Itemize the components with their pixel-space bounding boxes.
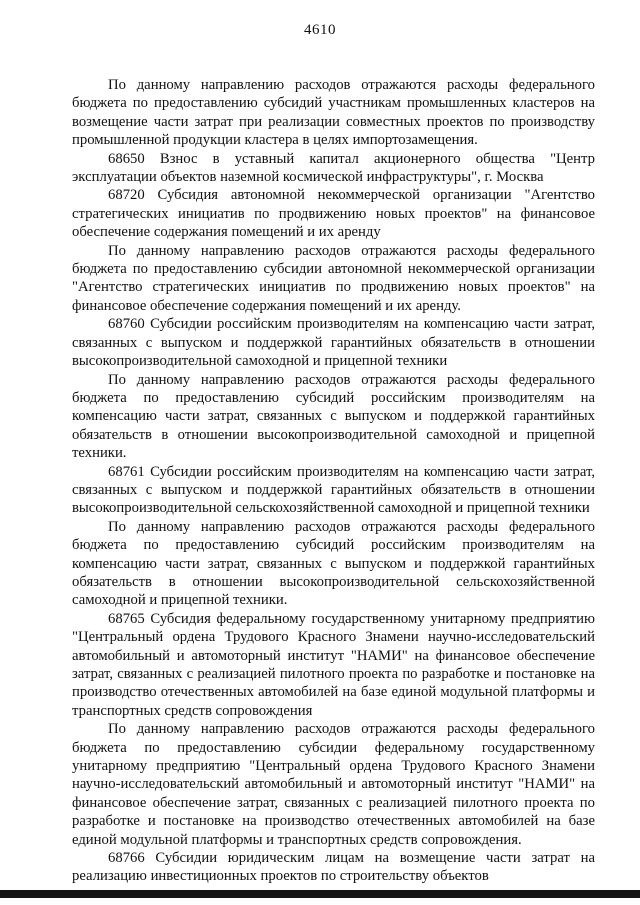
paragraph-11: 68766 Субсидии юридическим лицам на возмещение части затрат на реализацию инвестиционных проектов по строительству объектов: [72, 850, 595, 885]
paragraph-10: По данному направлению расходов отражаются расходы федерального бюджета по предоставлению субсидии федеральному государственному унитарному предприятию "Центральный ордена Трудового Красного Знамени научно-исследовательский автомобильный и автомоторный институт "НАМИ" на финансовое обеспечение затрат, связанных с реализацией пилотного проекта по разработке и постановке на производство отечественных автомобилей на базе единой модульной платформы и транспортных средств сопровождения.: [72, 721, 595, 848]
paragraph-2: 68650 Взнос в уставный капитал акционерного общества "Центр эксплуатации объектов наземной космической инфраструктуры", г. Москва: [72, 150, 595, 186]
paragraph-8: По данному направлению расходов отражаются расходы федерального бюджета по предоставлению субсидий российским производителям на компенсацию части затрат, связанных с выпуском и поддержкой гарантийных обязательств в отношении высокопроизводительной сельскохозяйственной самоходной и прицепной техники.: [72, 518, 595, 609]
paragraph-7: 68761 Субсидии российским производителям на компенсацию части затрат, связанных с выпуском и поддержкой гарантийных обязательств в отношении высокопроизводительной сельскохозяйственной самоходной и прицепной техники: [72, 463, 595, 517]
paragraph-4: По данному направлению расходов отражаются расходы федерального бюджета по предоставлению субсидии автономной некоммерческой организации "Агентство стратегических инициатив по продвижению новых проектов" на финансовое обеспечение содержания помещений и их аренду.: [72, 242, 595, 314]
paragraph-1: По данному направлению расходов отражаются расходы федерального бюджета по предоставлению субсидий участникам промышленных кластеров на возмещение части затрат при реализации совместных проектов по производству промышленной продукции кластера в целях импортозамещения.: [72, 77, 595, 149]
paragraph-9: 68765 Субсидия федеральному государственному унитарному предприятию "Центральный ордена Трудового Красного Знамени научно-исследовательский автомобильный и автомоторный институт "НАМИ" на финансовое обеспечение затрат, связанных с реализацией пилотного проекта по разработке и постановке на производство отечественных автомобилей на базе единой модульной платформы и транспортных средств сопровождения: [72, 610, 595, 719]
scan-bottom-border: [0, 890, 640, 898]
page-number: 4610: [304, 22, 336, 38]
paragraph-6: По данному направлению расходов отражаются расходы федерального бюджета по предоставлению субсидий российским производителям на компенсацию части затрат, связанных с выпуском и поддержкой гарантийных обязательств в отношении высокопроизводительной самоходной и прицепной техники.: [72, 371, 595, 462]
paragraph-3: 68720 Субсидия автономной некоммерческой организации "Агентство стратегических инициатив по продвижению новых проектов" на финансовое обеспечение содержания помещений и их аренду: [72, 187, 595, 241]
document-body: [72, 76, 595, 886]
paragraph-5: 68760 Субсидии российским производителям на компенсацию части затрат, связанных с выпуском и поддержкой гарантийных обязательств в отношении высокопроизводительной самоходной и прицепной техники: [72, 316, 595, 370]
